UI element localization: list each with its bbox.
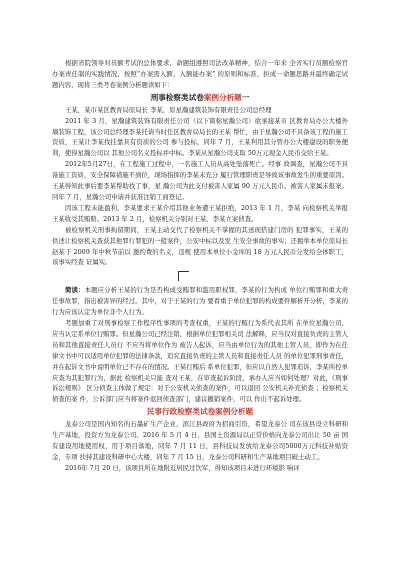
case-paragraph-3: 因该工程未能盈利，李某要求王某介绍其他业务遭王某拒绝，2013 年 1 月，李某 向检察机关举报王某收受其贿赂。2013 年 2 月，检察机关分别对王某、李某立案侦查。 <box>52 203 348 223</box>
civil-paragraph-2: 2016年 7月 20 日，该项目所在地附近居民过饮军，得知该项目未进行环境影 响评 <box>65 463 300 472</box>
criminal-heading-prefix: 刑事检察类试卷 <box>150 92 204 102</box>
analysis-text-1: 本题应分析王某的行为是否构成受贿罪和滥用职权罪，李某的行为构成 单位行贿罪和重大责任事故罪，指出被害异的经过。其中，对于王某的行为 要看重于单位犯罪的构成要件解析开分析，李某的行为应该认定为单位非个人行为。 <box>52 286 349 317</box>
intro-paragraph: 根据省院领导对员额考试的总体要求，命题组遵照司法改革精神，结合一年来 全省实行员额检察官办案责任制的实践情况，按照“办案需入额、入额能办案” 的原则和标准，拒成一命题思路并最终确定试题内容，现将三类考卷案例分析题读如下： <box>52 59 348 89</box>
analysis-label: 简读： <box>65 286 85 295</box>
case-paragraph-1: 2011 年 3 月，星瀚建筑装饰有限责任公司（以下简称星瀚公司）欲承接某市 区教育局办公大楼外墙装饰工程，该公司总经理李某托请当时任区教育局局长的王某 帮忙，由于星瀚公司不具备该工程的施工资质，王某让李某找挂靠具有资质的公司 参与投标，同年 7 月，王某利用其分管办公大楼建设的职务便利，使得星瀚公司以 其他公司名义投标并中标。李某从星瀚公司支取 50万元现金人民币交给王某。 <box>52 116 348 158</box>
parties-line: 王某，某市某区教育局原局长 李某，原星瀚建筑装饰有限责任公司总经理 <box>65 105 272 114</box>
criminal-heading-title: 案例分析题 <box>203 92 242 102</box>
criminal-section-heading <box>52 92 348 104</box>
civil-paragraph-1: 龙泰公司是国内知名的石墨矿生产企业，滨江县政府为招商引资，希望龙泰公 司在该县设立科研和生产基地，投资方为龙泰公司。2016 年 5 月 4 日，县国土资源局以正常价格向龙泰公司出让 50 亩 国有建设用地使用权，用于项目落地，同年 7 月 11 日，县科技局发放给龙泰公司5000万元科技补贴资金，专项 扶持其建设科研中心大楼，同年 7 月 15 日，龙泰公司科研和生产基地项目破土动工。 <box>52 420 348 461</box>
text-cursor-icon <box>178 271 189 281</box>
case-paragraph-2: 2012年5月27日，在工程施工过程中，一名施工人员从高处坠落死亡。经事 故调查，星瀚公司不具备施工资质，安全保障措施不到位，现场指挥的李某未充分 履行管理职责是导致该事故发生的重要原因。王某得知此事后要李某帮助找了事，星 瀚公司为此支付被害人家属 90 万元人民币。被害人家属未报案。同年 7 月，星瀚公司申请并获准注销工商登记。 <box>52 160 348 201</box>
analysis-paragraph-1 <box>52 285 348 318</box>
criminal-heading-suffix: 一 <box>241 92 250 102</box>
case-paragraph-4: 被检察机关刑事拘留期间，王某主动交代了检察机关不掌握的其送现搭建门房的 犯罪事实，王某的供述让检察机关查获其他罪行罪犯的一般案件，公安中标以及发 生安全事故的事实；还揭举本单位原局长赵某于 2009 年中秋节前以 邀约费的名义，违规 使用本单位小金库的 18 万元人民币分发给全体职工，该事实经查 证属实。 <box>52 225 348 267</box>
civil-section-heading: 民事行政检察类试卷案例分析题 <box>146 407 254 417</box>
blank-gap <box>52 268 348 285</box>
analysis-paragraph-2: 考题加重了对刑事检察工作程序性事项的考查权重，王某的行贿行为系代表其所 在单位星瀚公司，应当认定系单位行贿罪。但星瀚公司已经注销，根据单位犯罪相关司 法解释，应当仅对直接负责的主管人员和其他直接责任人员行 不应当将单位作为 被告人起诉，应当由单位行为的其他主管人员，即作为在任 律文书中可以适用单位犯罪的法律条款，追究直接负责的主管人员和直接责任人员 的单位犯罪刑事责任，并在起诉文书中说明单位已不存在的情况。王某行贿后 系单位犯罪，但应以自然人犯罪追诉，李某所控单应查为其犯罪行为，据此 检察机关只能 查对王某，在审查起诉阶段，承办人应当如何处理？对此，《刑事 诉讼规则》 区分侦查主体做了规定：对于公安机关侦查的案件，可以退回 公安机关补充侦查 ；检察机关侦查的案 件，公诉部门应当将案件退回侦查部门，建议撤销案件，可以 作出不起诉处理。 <box>52 319 348 404</box>
